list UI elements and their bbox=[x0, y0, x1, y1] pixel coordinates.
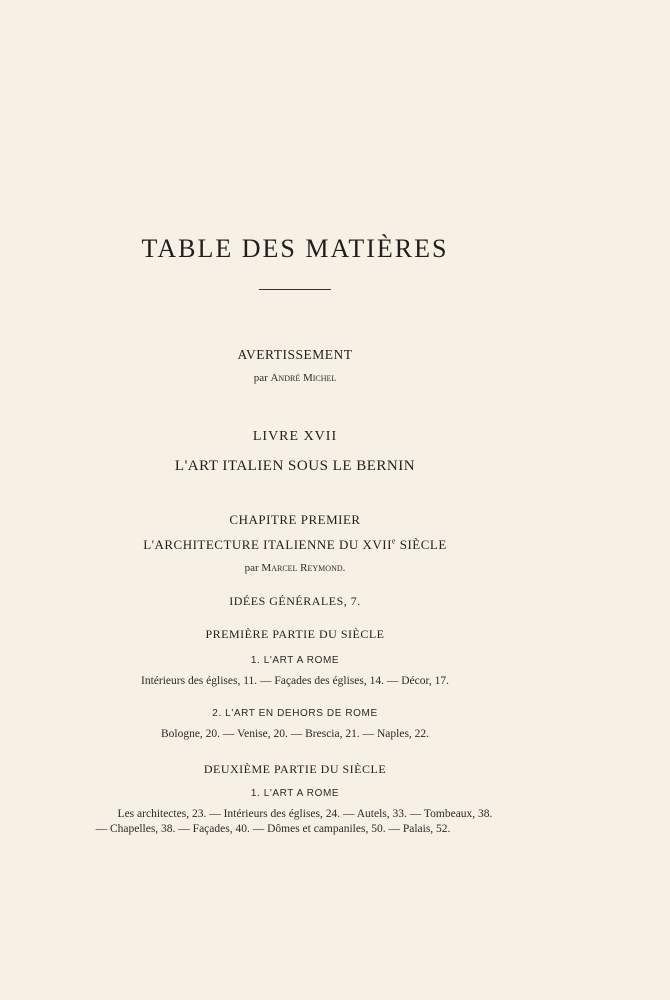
title-rule bbox=[259, 289, 331, 290]
section-text: Intérieurs des églises, 11. — Façades des églises, 14. — Décor, 17. bbox=[141, 675, 449, 687]
idees-generales: IDÉES GÉNÉRALES, 7. bbox=[229, 594, 361, 608]
chapitre-title bbox=[0, 537, 590, 553]
section-text-line-2: — Chapelles, 38. — Façades, 40. — Dômes et campaniles, 50. — Palais, 52. bbox=[95, 823, 451, 835]
section-title: 1. L'ART A ROME bbox=[250, 788, 340, 799]
section-text: Bologne, 20. — Venise, 20. — Brescia, 21. — Naples, 22. bbox=[160, 728, 430, 740]
livre-title: L'ART ITALIEN SOUS LE BERNIN bbox=[174, 458, 416, 474]
chapitre-title-sup: e bbox=[391, 536, 396, 546]
chapitre-label: CHAPITRE PREMIER bbox=[229, 512, 361, 527]
author-prefix: par bbox=[253, 372, 268, 384]
page-title: TABLE DES MATIÈRES bbox=[141, 234, 449, 263]
premiere-partie-heading: PREMIÈRE PARTIE DU SIÈCLE bbox=[205, 627, 385, 641]
chapitre-author-line bbox=[0, 562, 590, 574]
section-title: 2. L'ART EN DEHORS DE ROME bbox=[212, 708, 378, 719]
author-name: Marcel Reymond. bbox=[261, 562, 346, 574]
livre-number: LIVRE XVII bbox=[252, 429, 338, 444]
author-prefix: par bbox=[244, 562, 259, 574]
deuxieme-partie-heading: DEUXIÈME PARTIE DU SIÈCLE bbox=[203, 762, 387, 776]
section-text-line-1: Les architectes, 23. — Intérieurs des églises, 24. — Autels, 33. — Tombeaux, 38. bbox=[117, 808, 493, 820]
section-title: 1. L'ART A ROME bbox=[250, 655, 340, 666]
chapitre-title-end: SIÈCLE bbox=[395, 537, 447, 552]
avertissement-heading: AVERTISSEMENT bbox=[237, 347, 353, 362]
author-name: André Michel bbox=[270, 372, 337, 384]
avertissement-author-line bbox=[0, 372, 590, 384]
chapitre-title-main: L'ARCHITECTURE ITALIENNE DU XVII bbox=[143, 537, 392, 552]
